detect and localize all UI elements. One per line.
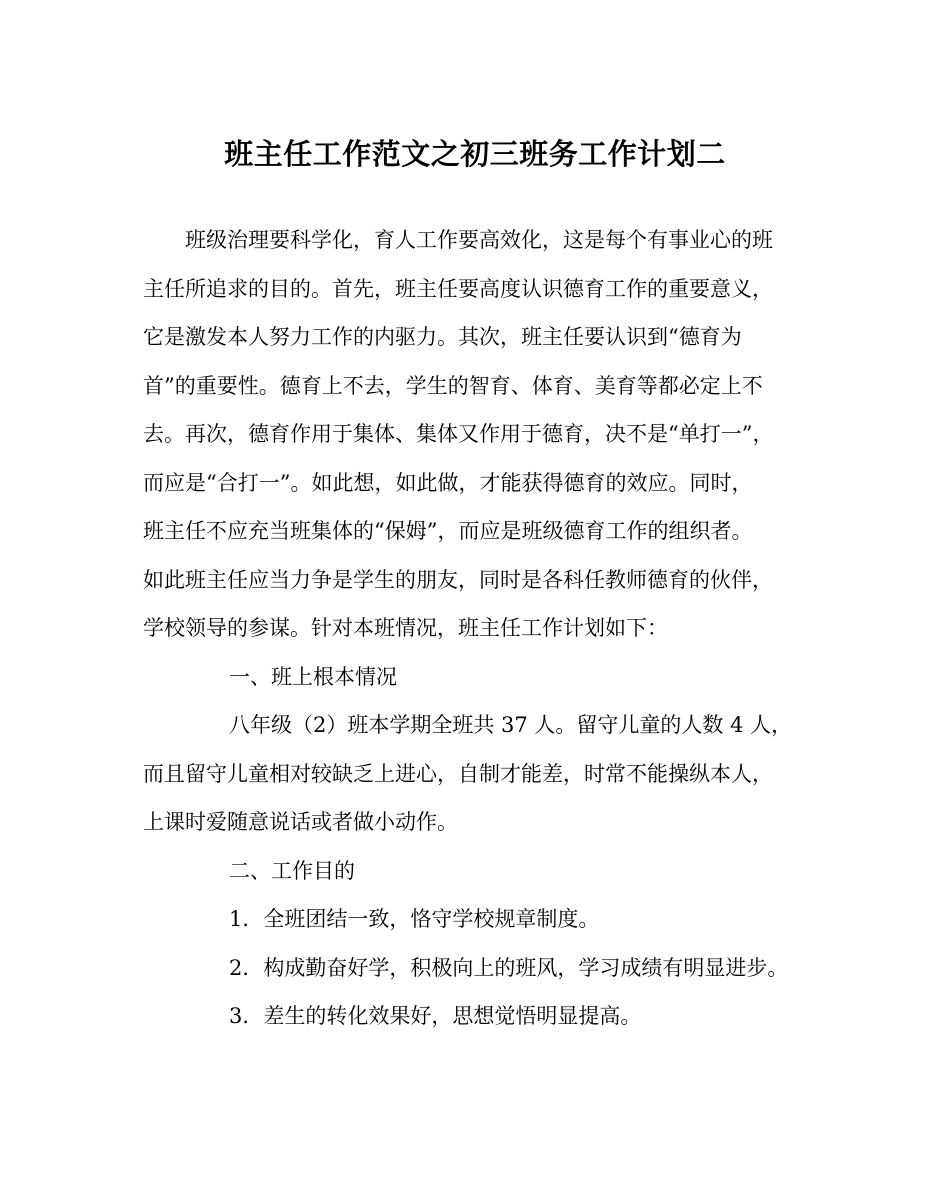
- body-line: 如此班主任应当力争是学生的朋友，同时是各科任教师德育的伙伴，: [143, 567, 773, 592]
- body-line: 而应是“合打一”。如此想，如此做，才能获得德育的效应。同时，: [143, 470, 753, 495]
- body-line: 3．差生的转化效果好，思想觉悟明显提高。: [229, 1004, 642, 1028]
- body-line: 班级治理要科学化，育人工作要高效化，这是每个有事业心的班: [185, 228, 773, 252]
- body-line: 八年级（2）班本学期全班共 37 人。留守儿童的人数 4 人，: [229, 713, 793, 737]
- body-line: 首”的重要性。德育上不去，学生的智育、体育、美育等都必定上不: [143, 373, 763, 398]
- body-line: 2．构成勤奋好学，积极向上的班风，学习成绩有明显进步。: [229, 955, 789, 980]
- body-line: 班主任不应充当班集体的“保姆”，而应是班级德育工作的组织者。: [143, 519, 753, 543]
- body-line: 一、班上根本情况: [229, 664, 397, 689]
- document-body: [143, 216, 813, 1041]
- body-line: 1．全班团结一致，恪守学校规章制度。: [229, 907, 600, 931]
- body-line: 而且留守儿童相对较缺乏上进心，自制才能差，时常不能操纵本人，: [143, 761, 773, 786]
- body-line: 主任所追求的目的。首先，班主任要高度认识德育工作的重要意义，: [143, 276, 773, 301]
- document-title: 班主任工作范文之初三班务工作计划二: [224, 137, 726, 171]
- body-line: 学校领导的参谋。针对本班情况，班主任工作计划如下：: [143, 616, 668, 640]
- body-line: 它是激发本人努力工作的内驱力。其次，班主任要认识到“德育为: [143, 325, 742, 349]
- body-line: 二、工作目的: [229, 858, 355, 883]
- body-line: 去。再次，德育作用于集体、集体又作用于德育，决不是“单打一”，: [143, 422, 774, 446]
- body-line: 上课时爱随意说话或者做小动作。: [143, 810, 458, 834]
